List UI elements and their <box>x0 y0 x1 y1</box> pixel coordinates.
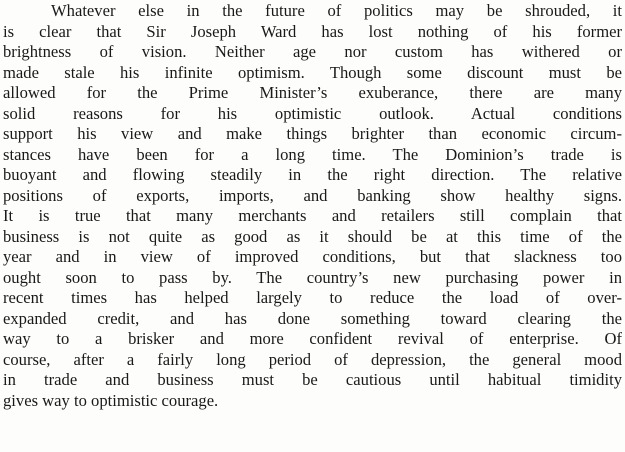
text-line: buoyant and flowing steadily in the right direction. The relative <box>3 165 622 184</box>
text-line: gives way to optimistic courage. <box>3 390 219 410</box>
text-line: way to a brisker and more confident revival of enterprise. Of <box>3 329 622 348</box>
article-paragraph <box>3 0 622 411</box>
text-line: positions of exports, imports, and banking show healthy signs. <box>3 185 622 205</box>
text-line: recent times has helped largely to reduce the load of over- <box>3 288 622 307</box>
text-line: It is true that many merchants and retailers still complain that <box>3 206 622 225</box>
text-line: brightness of vision. Neither age nor custom has withered or <box>3 42 622 61</box>
text-line: ought soon to pass by. The country’s new purchasing power in <box>3 267 622 287</box>
text-line: course, after a fairly long period of depression, the general mood <box>3 349 622 369</box>
text-line: support his view and make things brighter than economic circum- <box>3 124 622 143</box>
text-line: expanded credit, and has done something toward clearing the <box>3 308 622 328</box>
text-line: allowed for the Prime Minister’s exuberance, there are many <box>3 83 622 102</box>
text-line: year and in view of improved conditions, but that slackness too <box>3 247 622 266</box>
text-line: Whatever else in the future of politics may be shrouded, it <box>51 1 622 20</box>
text-line: made stale his infinite optimism. Though some discount must be <box>3 62 622 82</box>
text-line: in trade and business must be cautious until habitual timidity <box>3 370 622 389</box>
text-line: solid reasons for his optimistic outlook. Actual conditions <box>3 103 622 123</box>
text-line: business is not quite as good as it should be at this time of the <box>3 226 622 246</box>
text-line: is clear that Sir Joseph Ward has lost nothing of his former <box>3 21 622 41</box>
text-line: stances have been for a long time. The Dominion’s trade is <box>3 144 622 164</box>
